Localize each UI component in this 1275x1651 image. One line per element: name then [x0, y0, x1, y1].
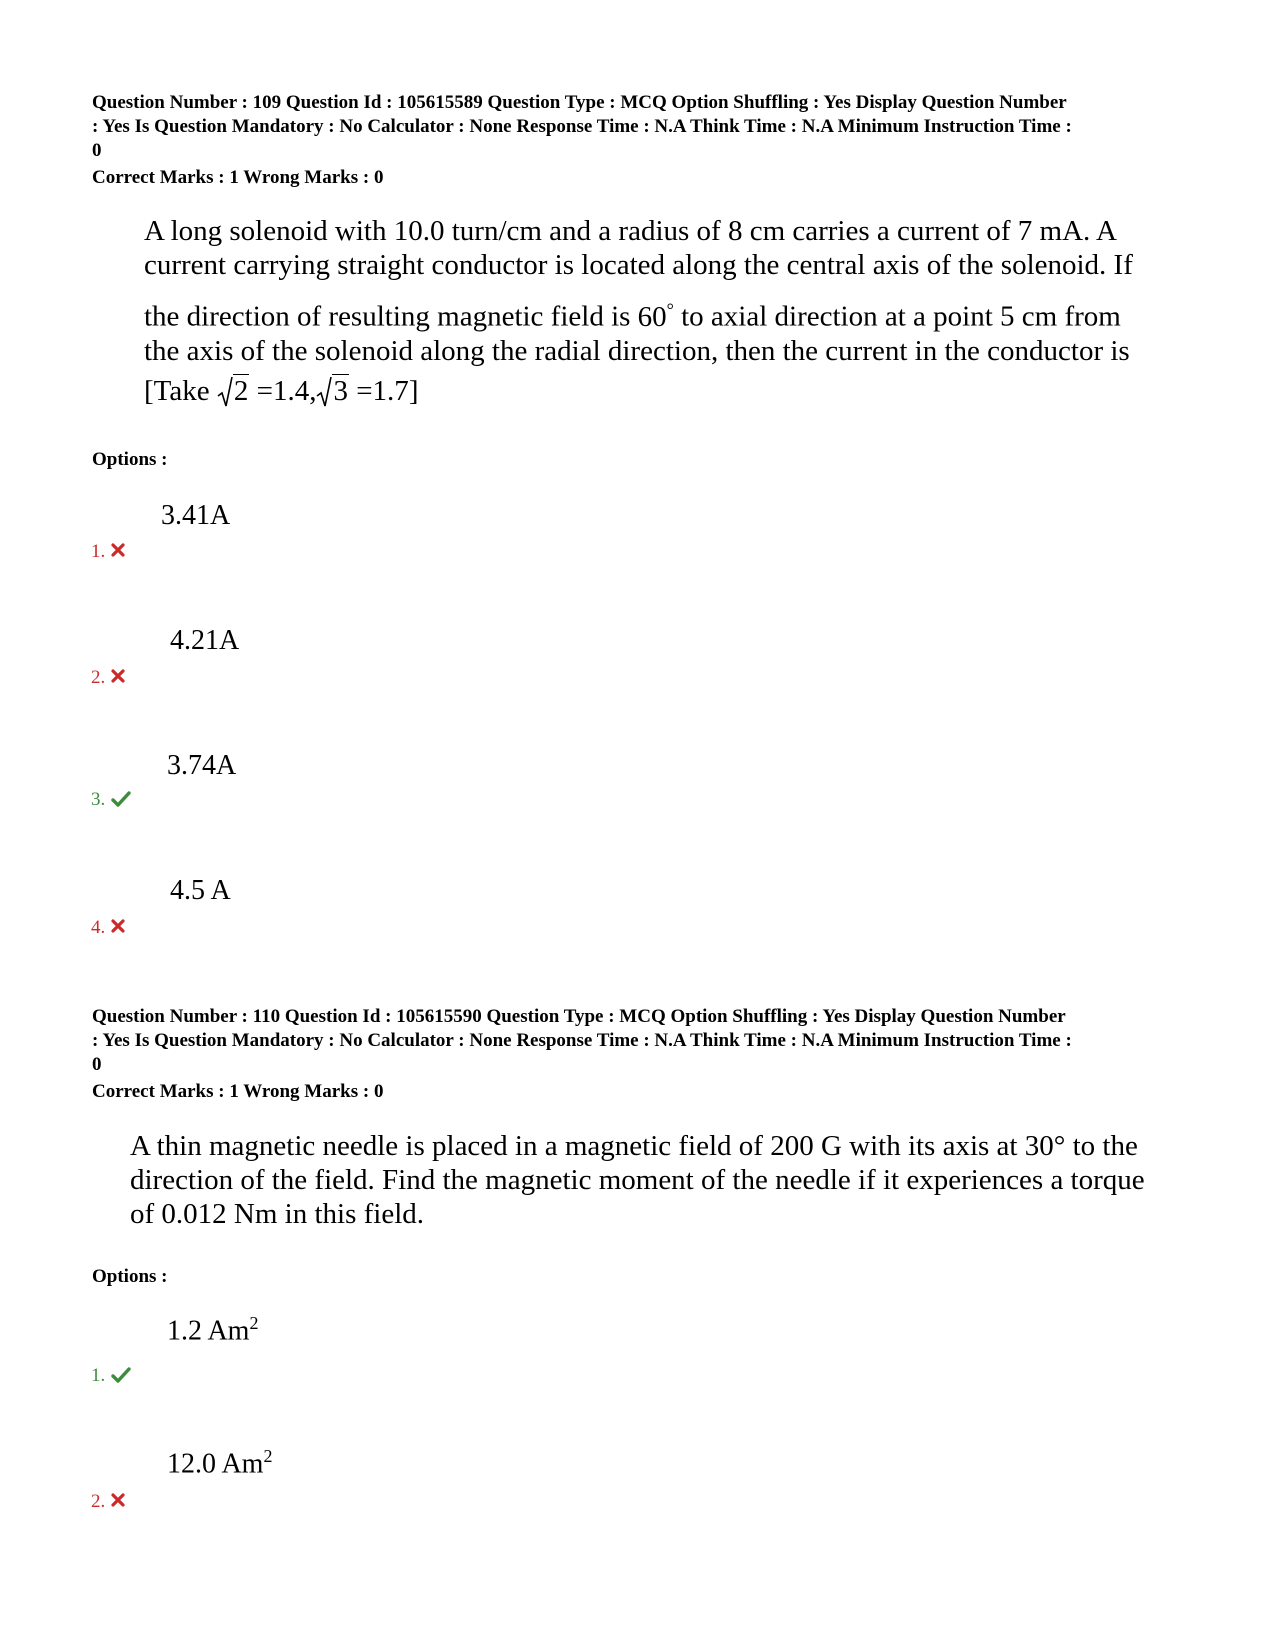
option-value: [167, 1313, 258, 1347]
meta-line: Question Number : 109 Question Id : 105615589 Question Type : MCQ Option Shuffling : Yes Display Question Number: [92, 92, 1067, 113]
take-suffix: ]: [408, 374, 419, 407]
marks-line: Correct Marks : 1 Wrong Marks : 0: [92, 167, 384, 188]
question-line: A thin magnetic needle is placed in a magnetic field of 200 G with its axis at 30° to the: [130, 1130, 1138, 1162]
option-index: 2.: [91, 1491, 106, 1512]
question-109-text: [144, 214, 1204, 408]
options-label: Options :: [92, 449, 168, 470]
question-text-part: the direction of resulting magnetic field is: [144, 300, 638, 333]
radicand: 2: [233, 374, 249, 407]
check-icon: [111, 791, 131, 809]
question-110-text: [130, 1129, 1210, 1231]
meta-line: 0: [92, 140, 102, 161]
question-line: the axis of the solenoid along the radial direction, then the current in the conductor is: [144, 334, 1130, 367]
question-110-meta: [92, 1005, 1197, 1104]
option-number[interactable]: [91, 789, 131, 811]
question-line: [144, 292, 1204, 334]
cross-icon: [111, 543, 131, 561]
equation-part: =1.7: [348, 374, 409, 407]
take-hint: [144, 374, 1204, 408]
option-value: 3.74A: [167, 750, 237, 781]
option-value: 4.21A: [170, 625, 240, 656]
option-exponent: 2: [249, 1313, 259, 1333]
angle-number: 60: [637, 300, 667, 333]
option-number[interactable]: [91, 667, 131, 689]
angle-value: [638, 301, 674, 333]
meta-line: : Yes Is Question Mandatory : No Calculator : None Response Time : N.A Think Time : N.A Minimum Instruction Time :: [92, 1030, 1072, 1051]
marks-line: Correct Marks : 1 Wrong Marks : 0: [92, 1081, 384, 1102]
sqrt-symbol: [217, 374, 250, 408]
check-icon: [111, 1367, 131, 1385]
equation-part: =1.4,: [249, 374, 317, 407]
option-value-text: 1.2 Am: [167, 1315, 250, 1347]
option-exponent: 2: [263, 1446, 273, 1466]
option-number[interactable]: [91, 917, 131, 939]
degree-symbol: °: [666, 299, 674, 319]
question-line: current carrying straight conductor is located along the central axis of the solenoid. If: [144, 249, 1133, 281]
option-value: 3.41A: [161, 500, 231, 531]
option-index: 2.: [91, 667, 106, 688]
meta-line: 0: [92, 1054, 102, 1075]
option-number[interactable]: [91, 1491, 131, 1513]
cross-icon: [111, 1493, 131, 1511]
option-value: 4.5 A: [170, 875, 231, 906]
option-value-text: 12.0 Am: [167, 1448, 264, 1480]
question-text-part: to axial direction at a point 5 cm from: [673, 300, 1121, 333]
option-index: 3.: [91, 789, 106, 810]
question-line: A long solenoid with 10.0 turn/cm and a radius of 8 cm carries a current of 7 mA. A: [144, 215, 1117, 247]
take-prefix: [Take: [144, 374, 217, 407]
cross-icon: [111, 669, 131, 687]
question-line: direction of the field. Find the magnetic moment of the needle if it experiences a torque: [130, 1164, 1145, 1196]
radicand: 3: [333, 374, 348, 407]
cross-icon: [111, 919, 131, 937]
sqrt-symbol: [316, 374, 349, 408]
option-number[interactable]: [91, 1365, 131, 1387]
option-value: [167, 1446, 272, 1480]
option-index: 1.: [91, 1365, 106, 1386]
question-109-meta: [92, 91, 1197, 190]
option-index: 4.: [91, 917, 106, 938]
options-label: Options :: [92, 1266, 168, 1287]
question-line: of 0.012 Nm in this field.: [130, 1198, 425, 1230]
option-number[interactable]: [91, 541, 131, 563]
meta-line: Question Number : 110 Question Id : 105615590 Question Type : MCQ Option Shuffling : Yes Display Question Number: [92, 1006, 1066, 1027]
option-index: 1.: [91, 541, 106, 562]
meta-line: : Yes Is Question Mandatory : No Calculator : None Response Time : N.A Think Time : N.A Minimum Instruction Time :: [92, 116, 1072, 137]
